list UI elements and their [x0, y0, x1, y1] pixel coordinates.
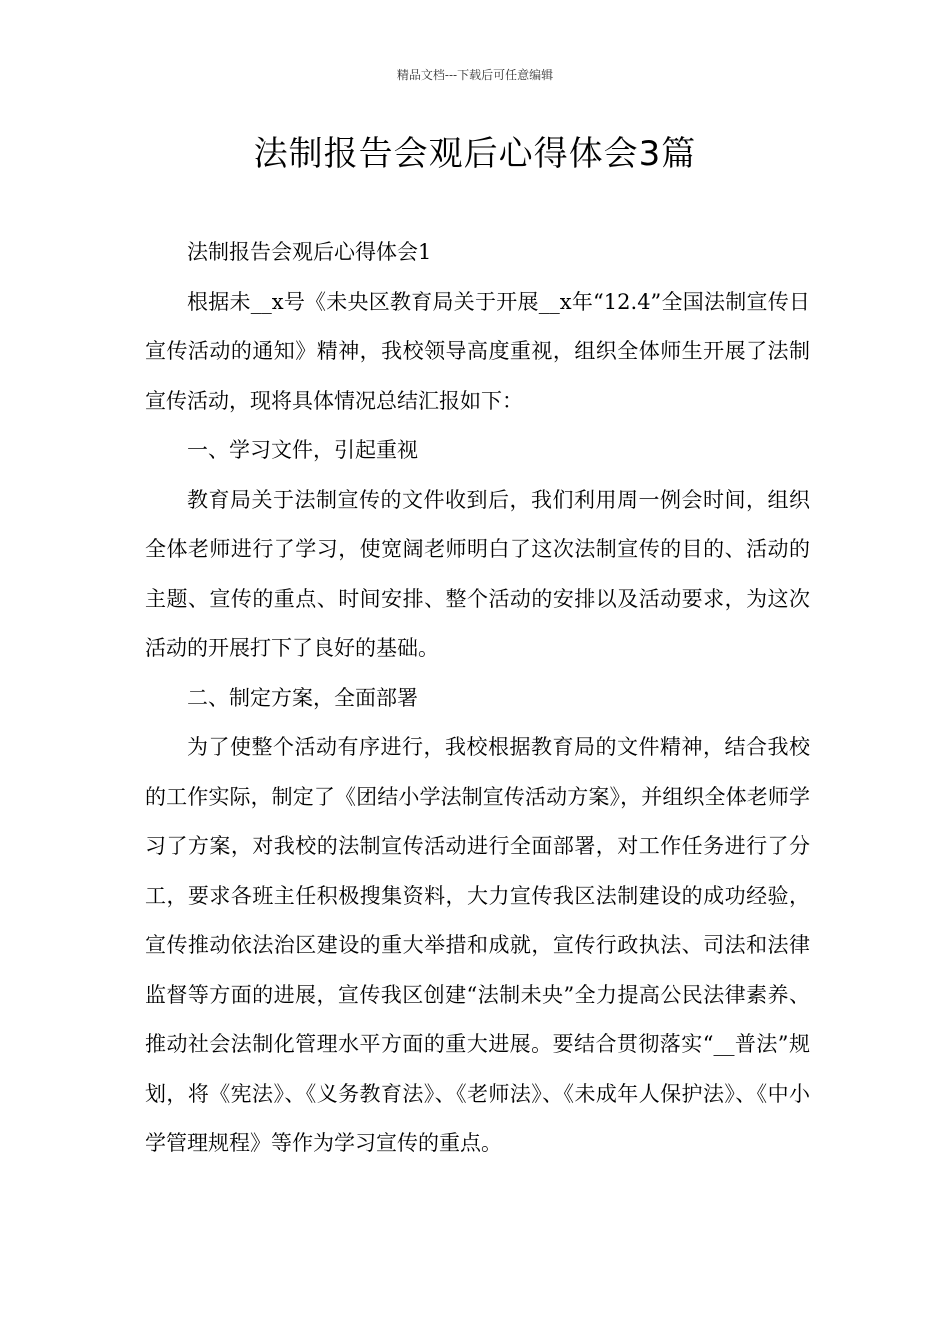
body-paragraph: 教育局关于法制宣传的文件收到后，我们利用周一例会时间，组织全体老师进行了学习，使宽阔老师明白了这次法制宣传的目的、活动的主题、宣传的重点、时间安排、整个活动的安排以及活动要求，为这次活动的开展打下了良好的基础。 [145, 487, 810, 660]
subsection-heading: 二、制定方案，全面部署 [187, 685, 418, 710]
document-title: 法制报告会观后心得体会3篇 [253, 134, 697, 174]
section-heading: 法制报告会观后心得体会1 [187, 240, 432, 264]
body-paragraph: 根据未__x号《未央区教育局关于开展__x年“12.4”全国法制宣传日宣传活动的通知》精神，我校领导高度重视，组织全体师生开展了法制宣传活动，现将具体情况总结汇报如下： [145, 289, 810, 413]
header-note: 精品文档---下载后可任意编辑 [396, 68, 554, 82]
body-paragraph: 为了使整个活动有序进行，我校根据教育局的文件精神，结合我校的工作实际，制定了《团结小学法制宣传活动方案》，并组织全体老师学习了方案，对我校的法制宣传活动进行全面部署，对工作任务进行了分工，要求各班主任积极搜集资料，大力宣传我区法制建设的成功经验，宣传推动依法治区建设的重大举措和成就，宣传行政执法、司法和法律监督等方面的进展，宣传我区创建“法制未央”全力提高公民法律素养、推动社会法制化管理水平方面的重大进展。要结合贯彻落实“__普法”规划，将《宪法》、《义务教育法》、《老师法》、《未成年人保护法》、《中小学管理规程》等作为学习宣传的重点。 [145, 735, 810, 1155]
document-body [145, 228, 810, 1169]
subsection-heading: 一、学习文件，引起重视 [187, 438, 418, 462]
